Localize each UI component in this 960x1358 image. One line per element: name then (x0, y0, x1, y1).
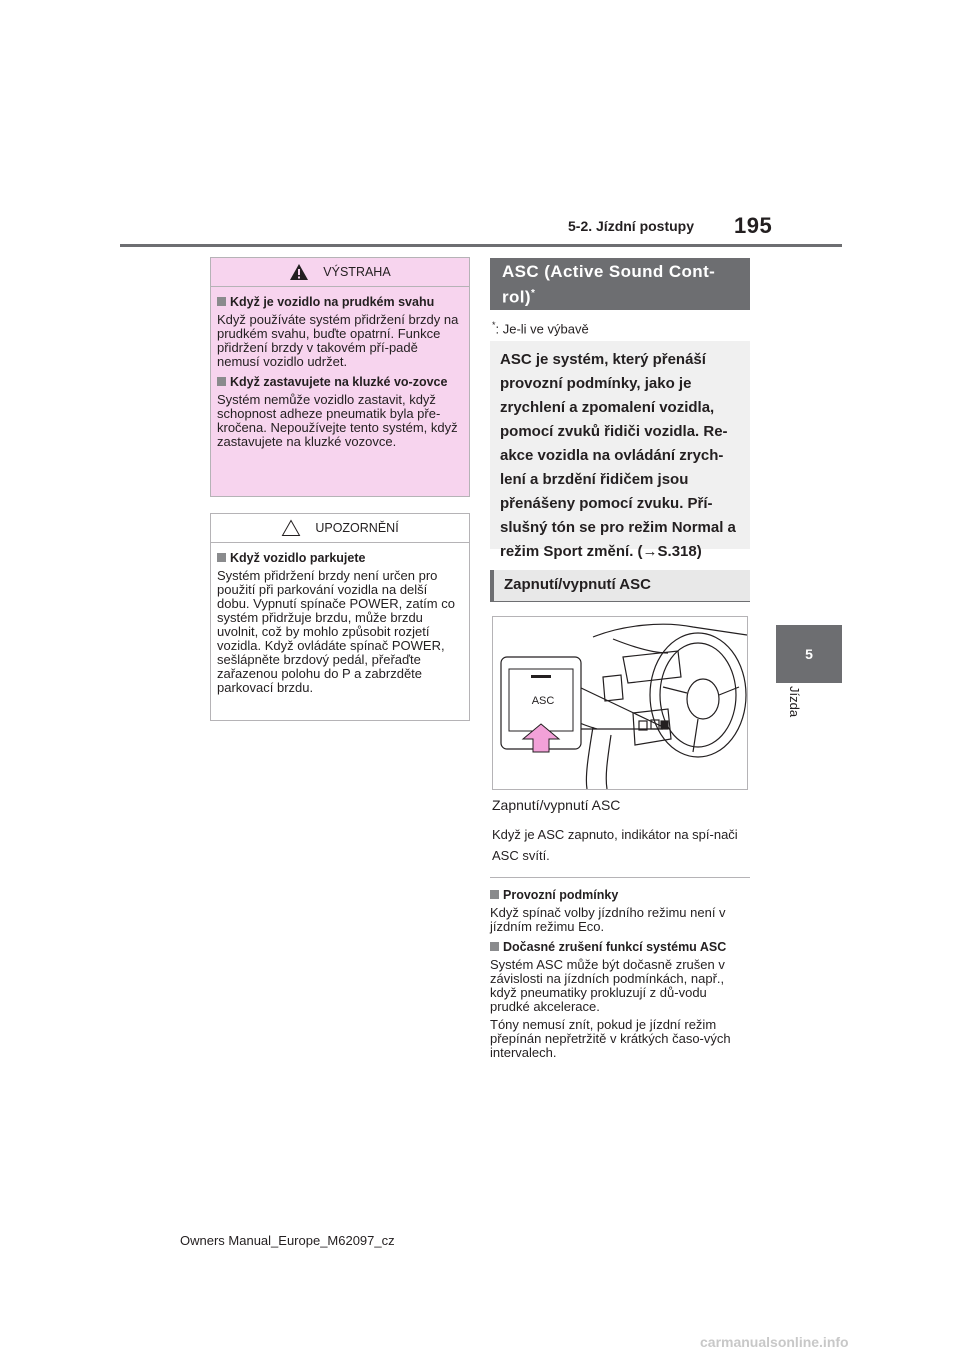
bullet-square-icon (490, 890, 499, 899)
note-text: Tóny nemusí znít, pokud je jízdní režim přepínán nepřetržitě v krátkých časo-vých intervalech. (490, 1017, 731, 1060)
notes-divider (490, 877, 750, 878)
bullet-square-icon (217, 297, 226, 306)
note-heading: Dočasné zrušení funkcí systému ASC (490, 940, 748, 954)
onoff-heading-rule (490, 601, 750, 602)
bullet-square-icon (217, 553, 226, 562)
summary-box (490, 341, 750, 560)
section-title: 5-2. Jízdní postupy (568, 218, 695, 234)
caution-box (210, 513, 470, 721)
footnote (492, 320, 589, 336)
warning-item-text: Systém nemůže vozidlo zastavit, když schopnost adheze pneumatik byla pře-kročena. Nepoužívejte tento systém, když zastavujete na kluzké vozovce. (217, 392, 458, 449)
note-text: Když spínač volby jízdního režimu není v jízdním režimu Eco. (490, 905, 726, 934)
warning-item-heading: Když je vozidlo na prudkém svahu (217, 295, 463, 309)
warning-header (211, 258, 469, 287)
bullet-square-icon (490, 942, 499, 951)
warning-title: VÝSTRAHA (323, 265, 391, 279)
asc-section-heading (490, 258, 750, 310)
figure-description: Když je ASC zapnuto, indikátor na spí-nači ASC svítí. (492, 827, 738, 863)
onoff-heading-text: Zapnutí/vypnutí ASC (504, 576, 651, 593)
header-divider (120, 244, 842, 247)
chapter-number: 5 (805, 646, 813, 662)
caution-triangle-icon (281, 519, 301, 537)
warning-item-heading: Když zastavujete na kluzké vo-zovce (217, 375, 463, 389)
summary-text: ASC je systém, který přenáší provozní podmínky, jako je zrychlení a zpomalení vozidla, pomocí zvuků řidiči vozidla. Re-akce vozidla na ovládání zrych-lení a brzdění řidičem jsou přenášeny pomocí zvuku. Pří-slušný tón se pro režim Normal a režim Sport změní. (→S.318) (500, 351, 736, 560)
chapter-label (784, 686, 804, 736)
page-number: 195 (734, 213, 773, 238)
caution-header (211, 514, 469, 543)
watermark: carmanualsonline.info (700, 1334, 849, 1350)
note-heading: Provozní podmínky (490, 888, 748, 902)
chapter-label-text: Jízda (787, 686, 802, 718)
asc-heading-line2: rol) (502, 287, 531, 307)
warning-item-text: Když používáte systém přidržení brzdy na prudkém svahu, buďte opatrní. Funkce přidržení brzdy v takovém pří-padě nemusí vozidlo udržet. (217, 312, 459, 369)
footnote-mark: * (492, 320, 496, 330)
caution-item-heading: Když vozidlo parkujete (217, 551, 463, 565)
bullet-square-icon (217, 377, 226, 386)
caution-body (211, 543, 469, 695)
footer-text: Owners Manual_Europe_M62097_cz (180, 1233, 395, 1248)
asc-switch-illustration (492, 616, 748, 790)
notes-section (490, 882, 748, 1064)
caution-title: UPOZORNĚNÍ (315, 521, 399, 535)
asc-heading-mark: * (530, 288, 536, 299)
figure-caption: Zapnutí/vypnutí ASC (492, 797, 621, 813)
footnote-text: : Je-li ve výbavě (495, 321, 589, 337)
chapter-tab[interactable] (776, 625, 842, 683)
asc-switch-label: ASC (531, 695, 555, 707)
caution-item-text: Systém přidržení brzdy není určen pro použití při parkování vozidla na delší dobu. Vypnutí spínače POWER, zatím co systém přidržuje brzdu, může brzdu uvolnit, což by mohlo způsobit rozjetí vozidla. Když ovládáte spínač POWER, sešlápněte brzdový pedál, přeřaďte zařazenou polohu do P a zabrzděte parkovací brzdu. (217, 568, 455, 695)
warning-box (210, 257, 470, 497)
onoff-section-heading (490, 570, 750, 601)
warning-body (211, 287, 469, 449)
warning-triangle-icon (289, 263, 309, 281)
asc-heading-line1: ASC (Active Sound Cont- (502, 262, 716, 281)
note-text: Systém ASC může být dočasně zrušen v závislosti na jízdních podmínkách, např., když pneumatiky prokluzují z dů-vodu prudké akcelerace. (490, 957, 725, 1014)
pointer-arrow-icon (521, 723, 561, 753)
